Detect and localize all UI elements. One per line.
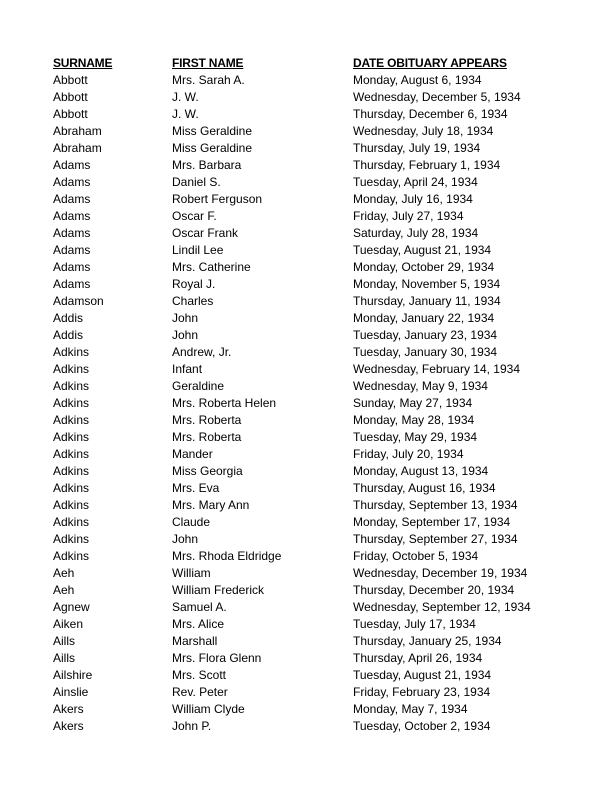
first-name-cell: Oscar Frank <box>172 226 239 240</box>
surname-cell: Aills <box>53 634 76 648</box>
first-name-cell: Mrs. Catherine <box>172 260 251 274</box>
first-name-cell: William <box>172 566 211 580</box>
table-row <box>53 412 563 429</box>
first-name-cell: Claude <box>172 515 211 529</box>
first-name-cell: Geraldine <box>172 379 225 393</box>
surname-cell: Ainslie <box>53 685 89 699</box>
date-cell: Thursday, January 25, 1934 <box>353 634 502 648</box>
date-cell: Monday, January 22, 1934 <box>353 311 495 325</box>
table-row <box>53 89 563 106</box>
date-cell: Monday, September 17, 1934 <box>353 515 511 529</box>
table-row <box>53 599 563 616</box>
surname-cell: Abraham <box>53 141 102 155</box>
table-row <box>53 140 563 157</box>
table-row <box>53 242 563 259</box>
surname-cell: Adamson <box>53 294 104 308</box>
first-name-cell: Mrs. Roberta <box>172 413 242 427</box>
date-cell: Tuesday, April 24, 1934 <box>353 175 478 189</box>
surname-cell: Adkins <box>53 532 90 546</box>
surname-cell: Abbott <box>53 107 88 121</box>
first-name-header: FIRST NAME <box>172 56 244 70</box>
table-row <box>53 463 563 480</box>
first-name-cell: Mrs. Roberta <box>172 430 242 444</box>
date-cell: Tuesday, August 21, 1934 <box>353 243 492 257</box>
date-cell: Monday, October 29, 1934 <box>353 260 495 274</box>
first-name-cell: Mrs. Barbara <box>172 158 242 172</box>
first-name-cell: William Frederick <box>172 583 265 597</box>
surname-cell: Adams <box>53 243 91 257</box>
surname-cell: Adkins <box>53 430 90 444</box>
surname-cell: Adams <box>53 277 91 291</box>
first-name-cell: Andrew, Jr. <box>172 345 232 359</box>
table-row <box>53 395 563 412</box>
date-cell: Wednesday, September 12, 1934 <box>353 600 531 614</box>
surname-cell: Adkins <box>53 362 90 376</box>
first-name-cell: John P. <box>172 719 212 733</box>
first-name-cell: Robert Ferguson <box>172 192 263 206</box>
date-cell: Tuesday, October 2, 1934 <box>353 719 491 733</box>
first-name-cell: Mrs. Alice <box>172 617 225 631</box>
table-row <box>53 191 563 208</box>
first-name-cell: Rev. Peter <box>172 685 228 699</box>
first-name-cell: Charles <box>172 294 214 308</box>
first-name-cell: Mrs. Flora Glenn <box>172 651 262 665</box>
first-name-cell: Mrs. Mary Ann <box>172 498 250 512</box>
date-cell: Friday, July 20, 1934 <box>353 447 464 461</box>
first-name-cell: Mrs. Roberta Helen <box>172 396 277 410</box>
surname-cell: Adams <box>53 192 91 206</box>
date-cell: Thursday, December 6, 1934 <box>353 107 508 121</box>
date-cell: Wednesday, February 14, 1934 <box>353 362 520 376</box>
date-cell: Wednesday, May 9, 1934 <box>353 379 488 393</box>
first-name-cell: Samuel A. <box>172 600 227 614</box>
table-body <box>53 72 563 735</box>
table-row <box>53 514 563 531</box>
table-row <box>53 157 563 174</box>
surname-cell: Abbott <box>53 90 88 104</box>
surname-cell: Aiken <box>53 617 84 631</box>
date-cell: Wednesday, July 18, 1934 <box>353 124 494 138</box>
first-name-cell: Royal J. <box>172 277 216 291</box>
date-cell: Monday, August 6, 1934 <box>353 73 482 87</box>
first-name-cell: Mander <box>172 447 213 461</box>
date-cell: Thursday, April 26, 1934 <box>353 651 483 665</box>
table-row <box>53 208 563 225</box>
date-cell: Friday, October 5, 1934 <box>353 549 479 563</box>
date-cell: Tuesday, August 21, 1934 <box>353 668 492 682</box>
table-row <box>53 718 563 735</box>
date-cell: Monday, May 7, 1934 <box>353 702 468 716</box>
table-row <box>53 293 563 310</box>
surname-cell: Addis <box>53 328 84 342</box>
date-cell: Wednesday, December 5, 1934 <box>353 90 521 104</box>
surname-cell: Adkins <box>53 515 90 529</box>
surname-cell: Aills <box>53 651 76 665</box>
date-header: DATE OBITUARY APPEARS <box>353 56 507 70</box>
first-name-cell: John <box>172 532 199 546</box>
surname-cell: Addis <box>53 311 84 325</box>
surname-cell: Adkins <box>53 481 90 495</box>
table-row <box>53 361 563 378</box>
table-row <box>53 225 563 242</box>
first-name-cell: Miss Geraldine <box>172 141 253 155</box>
table-row <box>53 480 563 497</box>
table-row <box>53 650 563 667</box>
surname-cell: Agnew <box>53 600 90 614</box>
table-row <box>53 667 563 684</box>
date-cell: Friday, July 27, 1934 <box>353 209 464 223</box>
table-row <box>53 429 563 446</box>
date-cell: Tuesday, May 29, 1934 <box>353 430 478 444</box>
first-name-cell: Miss Georgia <box>172 464 243 478</box>
surname-cell: Adams <box>53 226 91 240</box>
first-name-cell: Daniel S. <box>172 175 221 189</box>
surname-cell: Adams <box>53 158 91 172</box>
date-cell: Monday, July 16, 1934 <box>353 192 473 206</box>
table-row <box>53 72 563 89</box>
date-cell: Friday, February 23, 1934 <box>353 685 491 699</box>
date-cell: Tuesday, January 30, 1934 <box>353 345 498 359</box>
table-row <box>53 259 563 276</box>
surname-cell: Adkins <box>53 498 90 512</box>
surname-cell: Adams <box>53 260 91 274</box>
date-cell: Thursday, July 19, 1934 <box>353 141 481 155</box>
first-name-cell: Infant <box>172 362 203 376</box>
table-row <box>53 378 563 395</box>
table-row <box>53 106 563 123</box>
table-row <box>53 327 563 344</box>
table-row <box>53 616 563 633</box>
date-cell: Thursday, September 13, 1934 <box>353 498 518 512</box>
surname-cell: Adkins <box>53 549 90 563</box>
surname-cell: Adkins <box>53 379 90 393</box>
obituary-index-table <box>53 55 563 735</box>
table-row <box>53 582 563 599</box>
first-name-cell: Oscar F. <box>172 209 217 223</box>
surname-cell: Akers <box>53 719 84 733</box>
surname-cell: Adkins <box>53 447 90 461</box>
surname-cell: Adkins <box>53 345 90 359</box>
surname-cell: Abraham <box>53 124 102 138</box>
first-name-cell: J. W. <box>172 107 199 121</box>
table-row <box>53 310 563 327</box>
date-cell: Monday, May 28, 1934 <box>353 413 475 427</box>
surname-cell: Ailshire <box>53 668 93 682</box>
surname-cell: Adkins <box>53 464 90 478</box>
date-cell: Thursday, December 20, 1934 <box>353 583 515 597</box>
table-row <box>53 701 563 718</box>
table-row <box>53 344 563 361</box>
date-cell: Tuesday, July 17, 1934 <box>353 617 476 631</box>
first-name-cell: John <box>172 311 199 325</box>
table-row <box>53 276 563 293</box>
date-cell: Thursday, August 16, 1934 <box>353 481 496 495</box>
table-row <box>53 123 563 140</box>
first-name-cell: Miss Geraldine <box>172 124 253 138</box>
first-name-cell: William Clyde <box>172 702 245 716</box>
surname-cell: Adkins <box>53 413 90 427</box>
first-name-cell: Lindil Lee <box>172 243 224 257</box>
surname-cell: Adams <box>53 209 91 223</box>
date-cell: Wednesday, December 19, 1934 <box>353 566 528 580</box>
surname-cell: Abbott <box>53 73 88 87</box>
first-name-cell: Mrs. Eva <box>172 481 220 495</box>
table-row <box>53 531 563 548</box>
date-cell: Thursday, February 1, 1934 <box>353 158 501 172</box>
table-row <box>53 548 563 565</box>
date-cell: Monday, August 13, 1934 <box>353 464 489 478</box>
surname-cell: Adkins <box>53 396 90 410</box>
first-name-cell: Mrs. Rhoda Eldridge <box>172 549 282 563</box>
table-row <box>53 446 563 463</box>
surname-cell: Adams <box>53 175 91 189</box>
first-name-cell: Marshall <box>172 634 218 648</box>
surname-cell: Akers <box>53 702 84 716</box>
table-row <box>53 174 563 191</box>
date-cell: Sunday, May 27, 1934 <box>353 396 473 410</box>
table-row <box>53 497 563 514</box>
header-row <box>53 55 563 72</box>
surname-cell: Aeh <box>53 583 75 597</box>
date-cell: Tuesday, January 23, 1934 <box>353 328 498 342</box>
first-name-cell: Mrs. Sarah A. <box>172 73 245 87</box>
date-cell: Thursday, September 27, 1934 <box>353 532 518 546</box>
surname-header: SURNAME <box>53 56 113 70</box>
date-cell: Saturday, July 28, 1934 <box>353 226 479 240</box>
date-cell: Monday, November 5, 1934 <box>353 277 501 291</box>
first-name-cell: Mrs. Scott <box>172 668 227 682</box>
table-row <box>53 633 563 650</box>
first-name-cell: J. W. <box>172 90 199 104</box>
surname-cell: Aeh <box>53 566 75 580</box>
date-cell: Thursday, January 11, 1934 <box>353 294 501 308</box>
first-name-cell: John <box>172 328 199 342</box>
table-row <box>53 684 563 701</box>
table-row <box>53 565 563 582</box>
